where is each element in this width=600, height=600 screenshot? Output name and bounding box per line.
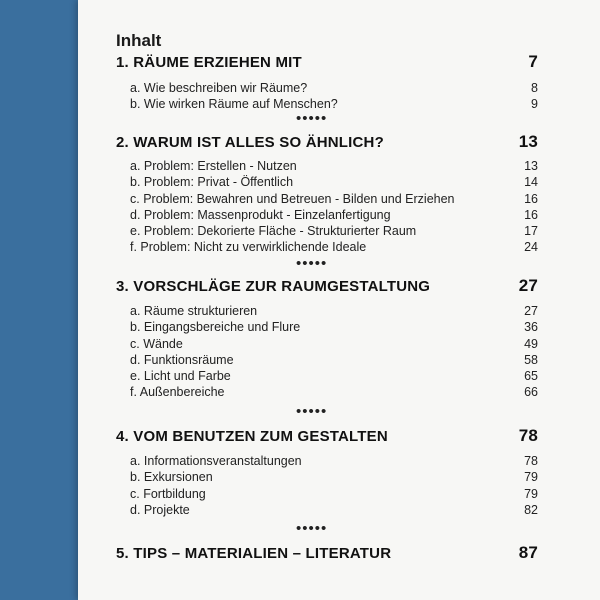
toc-item: d. Projekte 82	[130, 502, 538, 517]
toc-item: a. Räume strukturieren 27	[130, 304, 538, 318]
toc-item: b. Problem: Privat - Öffentlich 14	[130, 175, 538, 190]
section-page: 7	[528, 52, 538, 71]
section-title: 5. TIPS – MATERIALIEN – LITERATUR	[116, 545, 392, 562]
toc-item: e. Licht und Farbe 65	[130, 369, 538, 384]
toc-item: d. Problem: Massenprodukt - Einzelanfertigung 16	[130, 207, 538, 222]
toc-item: a. Problem: Erstellen - Nutzen 13	[130, 159, 538, 173]
section-page: 87	[518, 543, 538, 562]
document-page	[78, 0, 600, 600]
toc-item: a. Informationsveranstaltungen 78	[130, 454, 538, 468]
section-title: 3. VORSCHLÄGE ZUR RAUMGESTALTUNG	[116, 278, 431, 295]
toc-heading: Inhalt	[116, 31, 162, 50]
toc-section-4	[116, 426, 538, 518]
toc-item: c. Wände 49	[130, 336, 538, 351]
toc-item: f. Außenbereiche 66	[130, 385, 538, 400]
toc-item: b. Eingangsbereiche und Flure 36	[130, 320, 538, 335]
toc-section-2	[116, 132, 538, 256]
section-title: 1. RÄUME ERZIEHEN MIT	[116, 54, 302, 71]
section-title: 4. VOM BENUTZEN ZUM GESTALTEN	[116, 428, 388, 445]
separator-dots: •••••	[296, 255, 328, 272]
section-title: 2. WARUM IST ALLES SO ÄHNLICH?	[116, 134, 384, 151]
section-page: 13	[518, 132, 538, 151]
separator-dots: •••••	[296, 403, 328, 420]
toc-item: b. Exkursionen 79	[130, 470, 538, 485]
separator-dots: •••••	[296, 520, 328, 537]
toc-item: b. Wie wirken Räume auf Menschen? 9	[130, 97, 538, 112]
section-page: 27	[518, 276, 538, 295]
toc-item: a. Wie beschreiben wir Räume? 8	[130, 81, 538, 95]
toc-section-5	[116, 543, 538, 563]
separator-dots: •••••	[296, 110, 328, 127]
toc-item: e. Problem: Dekorierte Fläche - Strukturierter Raum 17	[130, 224, 538, 239]
section-page: 78	[518, 426, 538, 445]
toc-item: c. Problem: Bewahren und Betreuen - Bilden und Erziehen 16	[130, 191, 538, 206]
toc-item: c. Fortbildung 79	[130, 486, 538, 501]
toc-item: d. Funktionsräume 58	[130, 352, 538, 367]
toc-section-3	[116, 276, 538, 401]
toc-section-1	[116, 52, 538, 113]
toc-item: f. Problem: Nicht zu verwirklichende Ideale 24	[130, 240, 538, 255]
